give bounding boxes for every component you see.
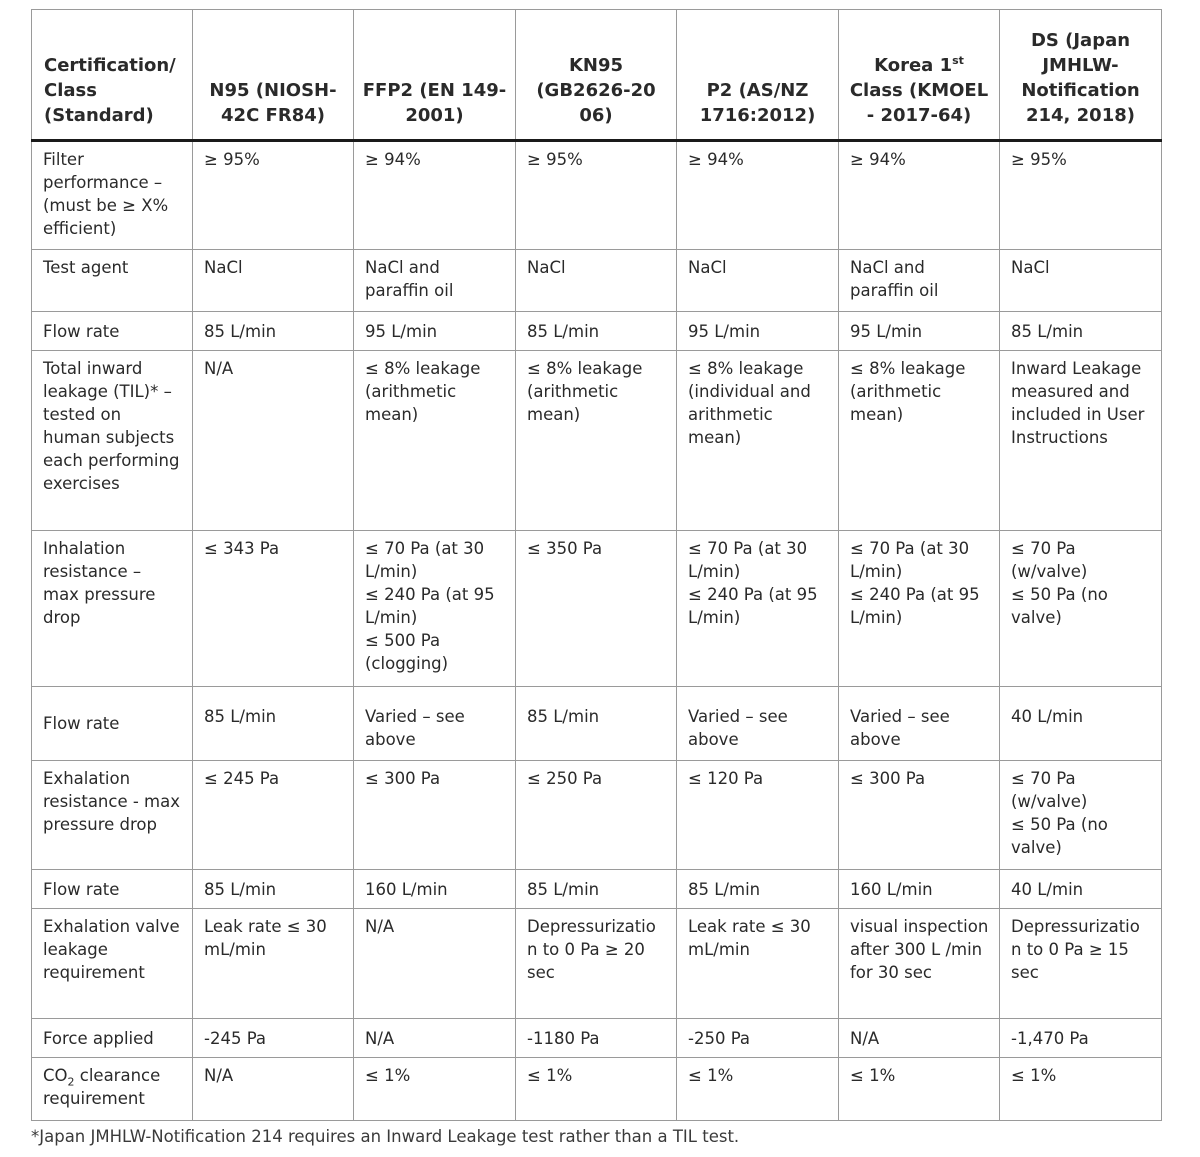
table-cell: N/A xyxy=(354,1019,516,1058)
table-row xyxy=(32,141,1162,250)
table-cell: ≤ 8% leakage (arithmetic mean) xyxy=(354,351,516,530)
table-cell: ≥ 95% xyxy=(193,141,354,250)
table-cell: 95 L/min xyxy=(839,312,1000,351)
table-cell: 160 L/min xyxy=(354,870,516,909)
header-ffp2: FFP2 (EN 149-2001) xyxy=(354,10,516,141)
header-korea-sup: st xyxy=(952,54,964,67)
footnote: *Japan JMHLW-Notification 214 requires an Inward Leakage test rather than a TIL test. xyxy=(31,1127,740,1146)
row-label-flow-rate: Flow rate xyxy=(32,686,193,761)
table-row xyxy=(32,1058,1162,1121)
table-cell: ≤ 70 Pa (at 30 L/min) ≤ 240 Pa (at 95 L/min) xyxy=(677,530,839,686)
table-cell: ≤ 70 Pa (w/valve) ≤ 50 Pa (no valve) xyxy=(1000,761,1162,870)
row-label-inhalation-resistance: Inhalation resistance – max pressure drop xyxy=(32,530,193,686)
table-row xyxy=(32,1019,1162,1058)
table-cell: 40 L/min xyxy=(1000,686,1162,761)
table-cell: ≤ 350 Pa xyxy=(516,530,677,686)
table-row xyxy=(32,761,1162,870)
header-ds-japan: DS (Japan JMHLW-Notification 214, 2018) xyxy=(1000,10,1162,141)
table-cell: ≤ 1% xyxy=(516,1058,677,1121)
table-cell: ≤ 120 Pa xyxy=(677,761,839,870)
table-cell: ≤ 8% leakage (individual and arithmetic mean) xyxy=(677,351,839,530)
row-label-force-applied: Force applied xyxy=(32,1019,193,1058)
table-cell: Varied – see above xyxy=(839,686,1000,761)
table-cell: N/A xyxy=(839,1019,1000,1058)
table-row xyxy=(32,870,1162,909)
table-cell: NaCl and paraffin oil xyxy=(354,249,516,311)
header-n95: N95 (NIOSH-42C FR84) xyxy=(193,10,354,141)
table-cell: ≤ 8% leakage (arithmetic mean) xyxy=(516,351,677,530)
header-row xyxy=(32,10,1162,141)
header-kn95: KN95 (GB2626-20 06) xyxy=(516,10,677,141)
co2-label-post: clearance requirement xyxy=(43,1066,161,1109)
table-row xyxy=(32,249,1162,311)
co2-label-pre: CO xyxy=(43,1066,68,1086)
row-label-co2-clearance xyxy=(32,1058,193,1121)
table-cell: ≤ 1% xyxy=(839,1058,1000,1121)
table-cell: 85 L/min xyxy=(516,686,677,761)
table-cell: ≤ 1% xyxy=(677,1058,839,1121)
table-cell: 85 L/min xyxy=(193,312,354,351)
table-cell: N/A xyxy=(354,909,516,1019)
table-cell: NaCl xyxy=(193,249,354,311)
table-row xyxy=(32,351,1162,530)
table-row xyxy=(32,686,1162,761)
table-cell: ≥ 94% xyxy=(839,141,1000,250)
table-cell: 85 L/min xyxy=(193,686,354,761)
table-cell: 85 L/min xyxy=(193,870,354,909)
table-cell: N/A xyxy=(193,351,354,530)
table-cell: Leak rate ≤ 30 mL/min xyxy=(677,909,839,1019)
table-cell: NaCl xyxy=(677,249,839,311)
table-cell: Depressurizatio n to 0 Pa ≥ 15 sec xyxy=(1000,909,1162,1019)
table-cell: NaCl xyxy=(516,249,677,311)
row-label-flow-rate: Flow rate xyxy=(32,870,193,909)
row-label-flow-rate: Flow rate xyxy=(32,312,193,351)
row-label-filter-performance: Filter performance – (must be ≥ X% efficient) xyxy=(32,141,193,250)
table-cell: ≤ 245 Pa xyxy=(193,761,354,870)
table-cell: 85 L/min xyxy=(516,870,677,909)
table-cell: ≥ 94% xyxy=(677,141,839,250)
table-cell: Varied – see above xyxy=(677,686,839,761)
header-korea-pre: Korea 1 xyxy=(874,55,953,76)
table-cell: ≤ 250 Pa xyxy=(516,761,677,870)
table-cell: visual inspection after 300 L /min for 30 sec xyxy=(839,909,1000,1019)
table-cell: 40 L/min xyxy=(1000,870,1162,909)
table-cell: ≤ 8% leakage (arithmetic mean) xyxy=(839,351,1000,530)
row-label-exhalation-valve-leakage: Exhalation valve leakage requirement xyxy=(32,909,193,1019)
table-cell: N/A xyxy=(193,1058,354,1121)
table-cell: -1180 Pa xyxy=(516,1019,677,1058)
table-cell: ≥ 95% xyxy=(1000,141,1162,250)
table-cell: -250 Pa xyxy=(677,1019,839,1058)
table-cell: 95 L/min xyxy=(354,312,516,351)
table-cell: 95 L/min xyxy=(677,312,839,351)
table-cell: 85 L/min xyxy=(677,870,839,909)
row-label-test-agent: Test agent xyxy=(32,249,193,311)
table-cell: Depressurizatio n to 0 Pa ≥ 20 sec xyxy=(516,909,677,1019)
table-cell: ≤ 70 Pa (at 30 L/min) ≤ 240 Pa (at 95 L/min) xyxy=(839,530,1000,686)
table-cell: 85 L/min xyxy=(1000,312,1162,351)
table-row xyxy=(32,312,1162,351)
table-cell: ≤ 1% xyxy=(354,1058,516,1121)
table-cell: -1,470 Pa xyxy=(1000,1019,1162,1058)
table-cell: NaCl xyxy=(1000,249,1162,311)
certification-comparison-table xyxy=(31,9,1162,1121)
table-row xyxy=(32,909,1162,1019)
table-cell: ≤ 70 Pa (at 30 L/min) ≤ 240 Pa (at 95 L/min) ≤ 500 Pa (clogging) xyxy=(354,530,516,686)
table-cell: ≤ 300 Pa xyxy=(354,761,516,870)
row-label-total-inward-leakage: Total inward leakage (TIL)* – tested on human subjects each performing exercises xyxy=(32,351,193,530)
row-label-exhalation-resistance: Exhalation resistance - max pressure drop xyxy=(32,761,193,870)
table-cell: ≤ 70 Pa (w/valve) ≤ 50 Pa (no valve) xyxy=(1000,530,1162,686)
table-cell: ≤ 343 Pa xyxy=(193,530,354,686)
table-cell: ≤ 300 Pa xyxy=(839,761,1000,870)
table-cell: 160 L/min xyxy=(839,870,1000,909)
table-cell: Inward Leakage measured and included in User Instructions xyxy=(1000,351,1162,530)
table-cell: -245 Pa xyxy=(193,1019,354,1058)
table-cell: Leak rate ≤ 30 mL/min xyxy=(193,909,354,1019)
table-cell: ≥ 95% xyxy=(516,141,677,250)
header-p2: P2 (AS/NZ 1716:2012) xyxy=(677,10,839,141)
table-cell: Varied – see above xyxy=(354,686,516,761)
table-cell: ≤ 1% xyxy=(1000,1058,1162,1121)
table-cell: ≥ 94% xyxy=(354,141,516,250)
table-cell: 85 L/min xyxy=(516,312,677,351)
co2-label-sub: 2 xyxy=(67,1075,75,1089)
header-certification-class: Certification/ Class (Standard) xyxy=(32,10,193,141)
header-korea xyxy=(839,10,1000,141)
table-cell: NaCl and paraffin oil xyxy=(839,249,1000,311)
table-row xyxy=(32,530,1162,686)
header-korea-post: Class (KMOEL - 2017-64) xyxy=(849,80,989,126)
